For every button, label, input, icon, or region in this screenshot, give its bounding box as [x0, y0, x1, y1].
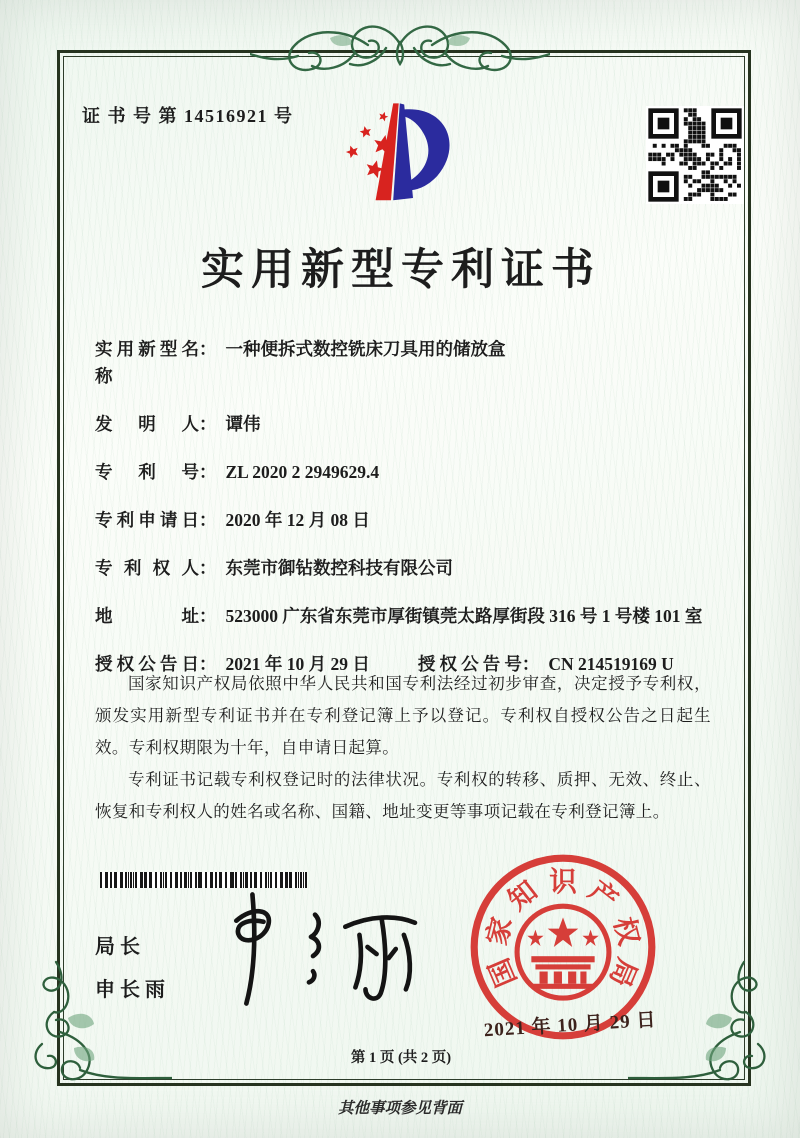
field-label: 专利号: [95, 462, 199, 482]
field-value-utility-model-name: 一种便拆式数控铣床刀具用的储放盒: [225, 339, 506, 359]
field-row-inventor: [95, 411, 713, 438]
officer-title: 局长: [95, 936, 145, 958]
back-side-note: 其他事项参见背面: [337, 1100, 462, 1117]
field-value-inventor: 谭伟: [225, 414, 261, 434]
field-colon: ：: [199, 414, 217, 434]
certificate-fields: [95, 336, 713, 699]
field-label: 专利权人: [95, 558, 199, 578]
field-colon: ：: [199, 558, 217, 578]
seal-char: 局: [603, 953, 644, 992]
officer-block: [95, 930, 170, 1016]
field-value-address: 523000 广东省东莞市厚街镇莞太路厚街段 316 号 1 号楼 101 室: [225, 606, 703, 626]
field-value-patent-number: ZL 2020 2 2949629.4: [225, 462, 380, 482]
seal-char: 识: [549, 865, 577, 897]
seal-date: 2021 年 10 月 29 日: [483, 1009, 657, 1042]
field-colon: ：: [199, 654, 217, 674]
barcode-icon: [100, 872, 307, 888]
legal-paragraph-1: 国家知识产权局依照中华人民共和国专利法经过初步审查，决定授予专利权，颁发实用新型专利证书并在专利登记簿上予以登记。专利权自授权公告之日起生效。专利权期限为十年，自申请日起算。: [95, 674, 711, 757]
field-colon: ：: [199, 339, 217, 359]
field-value-grant-date: 2021 年 10 月 29 日: [225, 654, 370, 674]
field-colon: ：: [521, 654, 540, 674]
certificate-title: 实用新型专利证书: [201, 247, 601, 294]
field-label: 实用新型名称: [95, 339, 199, 386]
seal-char: 产: [583, 874, 624, 916]
field-colon: ：: [199, 606, 217, 626]
field-label: 地址: [95, 606, 199, 626]
field-row-patentee: [95, 555, 713, 582]
field-value-patentee: 东莞市御钻数控科技有限公司: [225, 558, 453, 578]
field-colon: ：: [199, 510, 217, 530]
field-row-name: [95, 336, 713, 390]
field-row-patent-number: [95, 459, 713, 486]
top-flourish-ornament-icon: [250, 14, 550, 86]
qr-finder-top-left: [648, 108, 678, 138]
field-label: 发明人: [95, 414, 199, 434]
seal-national-emblem: [517, 906, 609, 998]
field-row-address: [95, 603, 713, 630]
certificate-number: 证 书 号 第 14516921 号: [82, 106, 294, 126]
seal-char: 国: [482, 953, 523, 992]
officer-name: 申长雨: [95, 979, 170, 1001]
qr-finder-bottom-left: [648, 171, 678, 201]
page-number: 第 1 页 (共 2 页): [350, 1050, 452, 1066]
field-colon: ：: [199, 462, 217, 482]
field-label: 授权公告号: [417, 654, 522, 674]
seal-char: 知: [502, 874, 543, 916]
cnipa-logo-icon: [334, 88, 470, 220]
field-label: 授权公告日: [95, 654, 199, 674]
field-row-filing-date: [95, 507, 713, 534]
legal-paragraph-2: 专利证书记载专利权登记时的法律状况。专利权的转移、质押、无效、终止、恢复和专利权人的姓名或名称、国籍、地址变更等事项记载在专利登记簿上。: [95, 770, 711, 821]
seal-char: 家: [480, 913, 518, 949]
field-value-grant-number: CN 214519169 U: [548, 654, 674, 674]
field-value-filing-date: 2020 年 12 月 08 日: [225, 510, 370, 530]
field-label: 专利申请日: [95, 510, 199, 530]
seal-char: 权: [608, 913, 646, 949]
legal-text-block: [95, 668, 711, 828]
signature-icon: [208, 888, 420, 1010]
qr-finder-top-right: [711, 108, 741, 138]
qr-code-icon: [646, 106, 744, 204]
